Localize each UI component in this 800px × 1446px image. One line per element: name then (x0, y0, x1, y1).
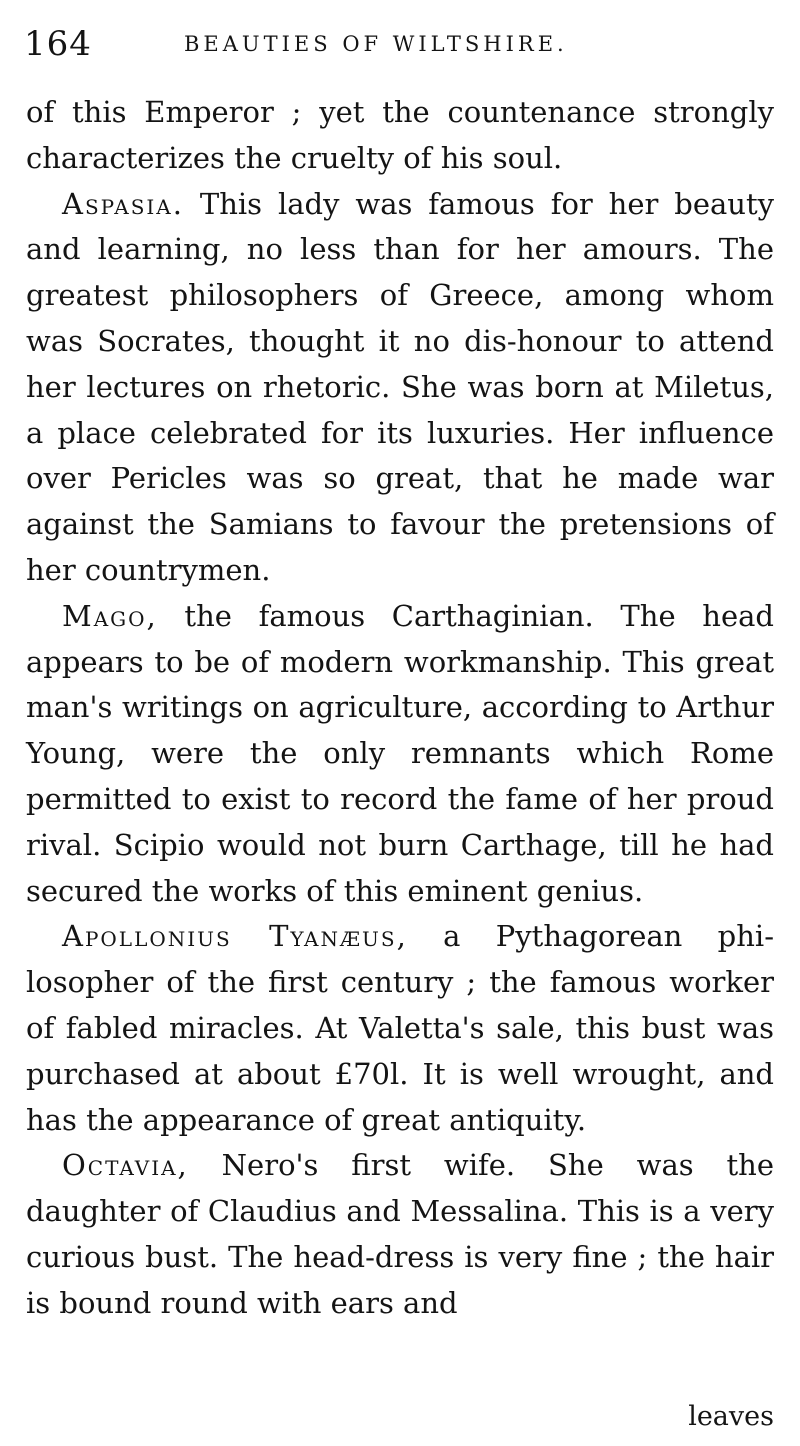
entry-text: the famous Carthaginian. The head appears to be of modern workmanship. This great man's writings on agriculture, according to Arthur Young, were the only remnants which Rome permitted to exist to record the fame of her proud rival. Scipio would not burn Carthage, till he had secured the works of this eminent genius. (26, 598, 774, 908)
page-number: 164 (24, 24, 92, 64)
entry-heading: Octavia, (62, 1148, 189, 1183)
entry-apollonius (26, 914, 774, 1143)
entry-heading: Apollonius Tyanæus, (62, 919, 408, 954)
entry-text: a Pythagorean phi-losopher of the first century ; the famous worker of fabled miracles. At Valetta's sale, this bust was purchased at about £70l. It is well wrought, and has the appearance of great antiquity. (26, 919, 774, 1137)
entry-text: This lady was famous for her beauty and learning, no less than for her amours. The greatest philosophers of Greece, among whom was Socrates, thought it no dis-honour to attend her lectures on rhetoric. She was born at Miletus, a place celebrated for its luxuries. Her influence over Pericles was so great, that he made war against the Samians to favour the pretensions of her countrymen. (26, 186, 774, 587)
entry-octavia (26, 1143, 774, 1326)
running-head (24, 22, 784, 66)
page-body (26, 90, 774, 1327)
entry-text: Nero's first wife. She was the daughter of Claudius and Messalina. This is a very curious bust. The head-dress is very fine ; the hair is bound round with ears and (26, 1148, 774, 1320)
entry-mago (26, 594, 774, 915)
entry-heading: Aspasia. (62, 186, 184, 221)
catchword: leaves (688, 1401, 774, 1432)
running-title: BEAUTIES OF WILTSHIRE. (184, 32, 568, 56)
entry-heading: Mago, (62, 598, 158, 633)
entry-aspasia (26, 182, 774, 594)
continuation-paragraph: of this Emperor ; yet the countenance strongly characterizes the cruelty of his soul. (26, 95, 774, 175)
